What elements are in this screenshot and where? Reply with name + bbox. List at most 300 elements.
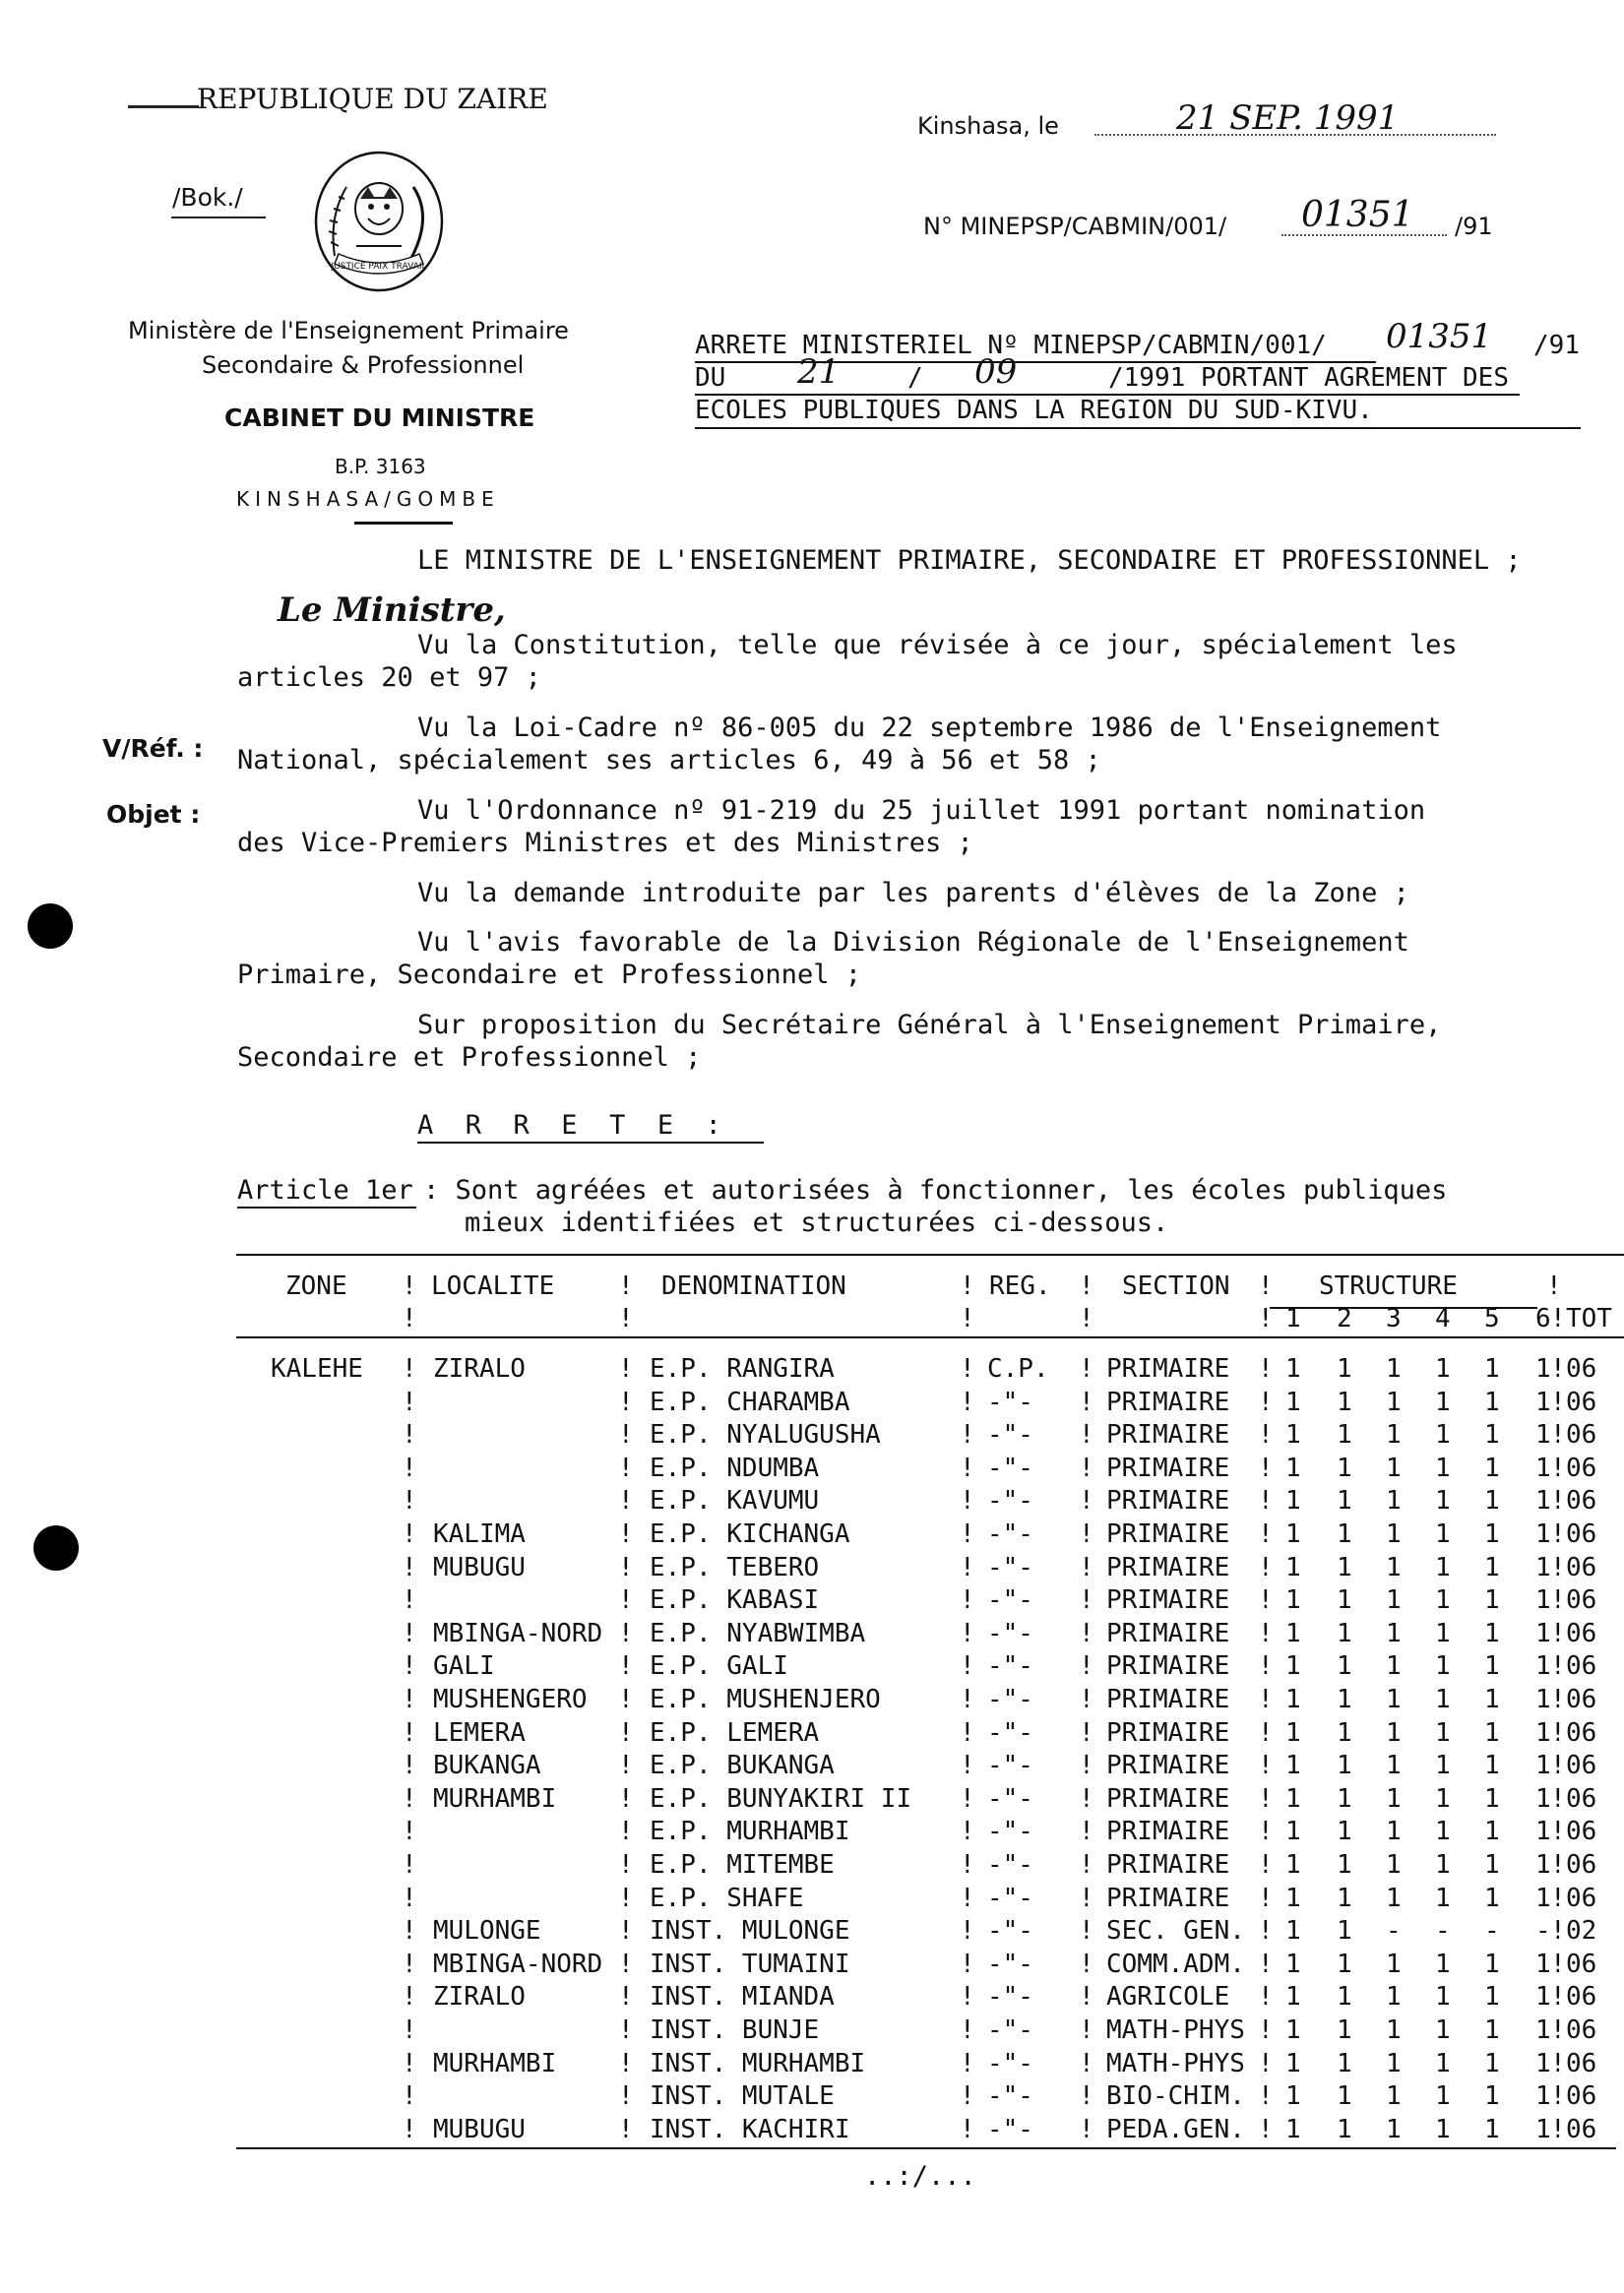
cell-total: 06 — [1566, 1619, 1597, 1648]
preamble-4-line1: Vu la demande introduite par les parents d'élèves de la Zone ; — [417, 878, 1409, 908]
column-separator: ! — [1079, 1388, 1094, 1417]
cell-total: 06 — [1566, 2049, 1597, 2078]
cell-structure: 1 — [1285, 1884, 1301, 1913]
preamble-3-line2: des Vice-Premiers Ministres et des Ministres ; — [237, 828, 973, 858]
republic-title: REPUBLIQUE DU ZAIRE — [197, 83, 548, 115]
cell-structure: 1 — [1285, 1751, 1301, 1780]
cell-reg: -"- — [987, 1553, 1033, 1582]
arrete-underline — [417, 1142, 764, 1144]
cell-structure: 1 — [1386, 1718, 1402, 1748]
column-separator: ! — [1258, 1718, 1274, 1748]
cell-denomination: E.P. LEMERA — [650, 1718, 820, 1748]
column-separator: ! — [618, 1950, 634, 1979]
column-separator: ! — [1079, 1982, 1094, 2012]
column-separator: ! — [618, 1982, 634, 2012]
cell-structure: 1 — [1435, 1718, 1451, 1748]
punch-hole — [28, 903, 73, 949]
objet-label: Objet : — [106, 800, 201, 829]
cell-localite: MBINGA-NORD — [433, 1619, 603, 1648]
cell-denomination: E.P. CHARAMBA — [650, 1388, 850, 1417]
cabinet-title: CABINET DU MINISTRE — [224, 403, 535, 432]
cell-denomination: INST. KACHIRI — [650, 2115, 850, 2144]
cell-structure: 1 — [1535, 1454, 1551, 1483]
column-separator: ! — [1079, 1486, 1094, 1516]
column-separator: ! — [1258, 1388, 1274, 1417]
cell-reg: -"- — [987, 1454, 1033, 1483]
column-separator: ! — [402, 1271, 417, 1301]
preamble-6-line2: Secondaire et Professionnel ; — [237, 1042, 702, 1073]
column-separator: ! — [1258, 1486, 1274, 1516]
column-separator: ! — [1079, 1850, 1094, 1880]
cell-structure: 1 — [1285, 1585, 1301, 1615]
column-separator: ! — [960, 1519, 975, 1549]
column-separator: ! — [1550, 1553, 1566, 1582]
cell-structure: 1 — [1435, 1685, 1451, 1714]
preamble-5-line2: Primaire, Secondaire et Professionnel ; — [237, 960, 861, 990]
cell-section: PRIMAIRE — [1106, 1817, 1230, 1846]
cell-structure: 1 — [1435, 1950, 1451, 1979]
emblem-motto: JUSTICE PAIX TRAVAIL — [331, 262, 427, 272]
cell-reg: -"- — [987, 1619, 1033, 1648]
column-separator: ! — [1258, 1271, 1274, 1301]
column-separator: ! — [1258, 1950, 1274, 1979]
cell-structure: 1 — [1285, 1685, 1301, 1714]
cell-section: PRIMAIRE — [1106, 1454, 1230, 1483]
cell-structure: 1 — [1435, 1884, 1451, 1913]
cell-reg: -"- — [987, 1486, 1033, 1516]
column-separator: ! — [960, 2015, 975, 2045]
cell-denomination: INST. MUTALE — [650, 2081, 835, 2111]
column-separator: ! — [1258, 1751, 1274, 1780]
column-separator: ! — [960, 1982, 975, 2012]
cell-structure: 1 — [1285, 1454, 1301, 1483]
cell-structure: 1 — [1285, 1718, 1301, 1748]
preamble-3-line1: Vu l'Ordonnance nº 91-219 du 25 juillet 1991 portant nomination — [417, 795, 1426, 826]
cell-localite: MUSHENGERO — [433, 1685, 588, 1714]
title-underline-3 — [695, 427, 1581, 429]
cell-structure: - — [1435, 1916, 1451, 1946]
cell-section: PRIMAIRE — [1106, 1388, 1230, 1417]
document-number-suffix: /91 — [1455, 213, 1493, 240]
column-separator: ! — [960, 1884, 975, 1913]
header-grade: 6 — [1535, 1304, 1551, 1333]
column-separator: ! — [402, 2115, 417, 2144]
cell-structure: 1 — [1285, 1420, 1301, 1450]
cell-section: PRIMAIRE — [1106, 1585, 1230, 1615]
cell-localite: ZIRALO — [433, 1982, 526, 2012]
cell-structure: 1 — [1484, 1982, 1500, 2012]
address-underline — [354, 522, 453, 525]
cell-structure: 1 — [1337, 1454, 1352, 1483]
cell-localite: LEMERA — [433, 1718, 526, 1748]
cell-localite: MURHAMBI — [433, 2049, 557, 2078]
column-separator: ! — [1258, 2015, 1274, 2045]
column-separator: ! — [960, 1950, 975, 1979]
cell-structure: 1 — [1535, 1519, 1551, 1549]
column-separator: ! — [960, 1619, 975, 1648]
cell-reg: -"- — [987, 1784, 1033, 1814]
cell-denomination: INST. BUNJE — [650, 2015, 820, 2045]
cell-structure: 1 — [1484, 1950, 1500, 1979]
city-address: KINSHASA/GOMBE — [236, 487, 500, 511]
column-separator: ! — [1550, 1718, 1566, 1748]
cell-structure: 1 — [1337, 1850, 1352, 1880]
cell-structure: 1 — [1386, 1420, 1402, 1450]
cell-structure: 1 — [1337, 1916, 1352, 1946]
column-separator: ! — [1550, 1950, 1566, 1979]
cell-section: PRIMAIRE — [1106, 1784, 1230, 1814]
cell-structure: 1 — [1535, 2015, 1551, 2045]
header-grade: 2 — [1337, 1304, 1352, 1333]
cell-reg: -"- — [987, 2049, 1033, 2078]
column-separator: ! — [1258, 1619, 1274, 1648]
cell-structure: 1 — [1386, 2015, 1402, 2045]
column-separator: ! — [1550, 2081, 1566, 2111]
cell-structure: 1 — [1337, 1354, 1352, 1384]
cell-structure: 1 — [1386, 1685, 1402, 1714]
column-separator: ! — [960, 1304, 975, 1333]
cell-section: BIO-CHIM. — [1106, 2081, 1245, 2111]
cell-structure: 1 — [1285, 1553, 1301, 1582]
column-separator: ! — [1079, 1420, 1094, 1450]
cell-section: AGRICOLE — [1106, 1982, 1230, 2012]
column-separator: ! — [618, 1454, 634, 1483]
column-separator: ! — [1550, 1619, 1566, 1648]
cell-structure: 1 — [1337, 1651, 1352, 1681]
column-separator: ! — [402, 1685, 417, 1714]
cell-structure: 1 — [1285, 2049, 1301, 2078]
cell-localite: ZIRALO — [433, 1354, 526, 1384]
column-separator: ! — [402, 1784, 417, 1814]
column-separator: ! — [402, 1651, 417, 1681]
cell-structure: 1 — [1337, 1388, 1352, 1417]
cell-denomination: INST. TUMAINI — [650, 1950, 850, 1979]
cell-structure: 1 — [1435, 1651, 1451, 1681]
cell-total: 06 — [1566, 1982, 1597, 2012]
title-handwritten-month: 09 — [974, 352, 1018, 392]
continuation-marker: ..:/... — [864, 2161, 976, 2192]
column-separator: ! — [960, 1685, 975, 1714]
cell-structure: 1 — [1435, 1454, 1451, 1483]
column-separator: ! — [960, 1916, 975, 1946]
cell-total: 06 — [1566, 1685, 1597, 1714]
cell-denomination: E.P. BUNYAKIRI II — [650, 1784, 912, 1814]
cell-structure: 1 — [1285, 2081, 1301, 2111]
cell-reg: -"- — [987, 1850, 1033, 1880]
cell-structure: 1 — [1386, 2115, 1402, 2144]
cell-structure: 1 — [1337, 1784, 1352, 1814]
column-separator: ! — [1550, 1454, 1566, 1483]
cell-structure: 1 — [1337, 1420, 1352, 1450]
cell-localite: MULONGE — [433, 1916, 541, 1946]
cell-localite: BUKANGA — [433, 1751, 541, 1780]
column-separator: ! — [402, 2081, 417, 2111]
cell-section: PRIMAIRE — [1106, 1519, 1230, 1549]
cell-structure: 1 — [1484, 1553, 1500, 1582]
cell-reg: -"- — [987, 1420, 1033, 1450]
column-separator: ! — [618, 1751, 634, 1780]
title-handwritten-day: 21 — [797, 352, 841, 392]
cell-total: 06 — [1566, 1486, 1597, 1516]
cell-structure: 1 — [1386, 1619, 1402, 1648]
column-separator: ! — [618, 1553, 634, 1582]
column-separator: ! — [402, 1585, 417, 1615]
cell-structure: 1 — [1484, 1486, 1500, 1516]
cell-denomination: E.P. NYALUGUSHA — [650, 1420, 881, 1450]
cell-structure: 1 — [1535, 2081, 1551, 2111]
column-separator: ! — [1258, 2081, 1274, 2111]
cell-structure: 1 — [1435, 1553, 1451, 1582]
document-number-label: N° MINEPSP/CABMIN/001/ — [923, 213, 1227, 240]
column-separator: ! — [1079, 1519, 1094, 1549]
cell-structure: 1 — [1337, 2049, 1352, 2078]
cell-structure: - — [1386, 1916, 1402, 1946]
minister-heading: LE MINISTRE DE L'ENSEIGNEMENT PRIMAIRE, SECONDAIRE ET PROFESSIONNEL ; — [417, 545, 1522, 576]
cell-total: 06 — [1566, 1519, 1597, 1549]
article-label-underline — [237, 1207, 416, 1208]
cell-structure: - — [1535, 1916, 1551, 1946]
cell-total: 02 — [1566, 1916, 1597, 1946]
cell-structure: 1 — [1435, 1817, 1451, 1846]
cell-structure: 1 — [1435, 1354, 1451, 1384]
column-separator: ! — [1550, 1784, 1566, 1814]
national-emblem-icon — [295, 148, 463, 295]
column-separator: ! — [1550, 1388, 1566, 1417]
postal-box: B.P. 3163 — [335, 455, 426, 478]
column-separator: ! — [1258, 1585, 1274, 1615]
preamble-2-line1: Vu la Loi-Cadre nº 86-005 du 22 septembre 1986 de l'Enseignement — [417, 713, 1442, 743]
column-separator: ! — [1079, 1454, 1094, 1483]
column-separator: ! — [960, 1850, 975, 1880]
cell-reg: -"- — [987, 1916, 1033, 1946]
column-separator: ! — [960, 1354, 975, 1384]
cell-structure: 1 — [1535, 1850, 1551, 1880]
cell-denomination: E.P. RANGIRA — [650, 1354, 835, 1384]
header-grade: 1 — [1285, 1304, 1301, 1333]
column-separator: ! — [618, 2015, 634, 2045]
cell-structure: 1 — [1386, 1486, 1402, 1516]
vref-label: V/Réf. : — [102, 734, 204, 763]
column-separator: ! — [618, 1304, 634, 1333]
cell-structure: 1 — [1386, 1884, 1402, 1913]
cell-structure: 1 — [1337, 1619, 1352, 1648]
column-separator: ! — [402, 1420, 417, 1450]
cell-structure: 1 — [1435, 1420, 1451, 1450]
column-separator: ! — [618, 1388, 634, 1417]
column-separator: ! — [618, 1884, 634, 1913]
header-grade: 5 — [1484, 1304, 1500, 1333]
cell-localite: GALI — [433, 1651, 495, 1681]
cell-total: 06 — [1566, 1553, 1597, 1582]
cell-section: PRIMAIRE — [1106, 1486, 1230, 1516]
table-bottom-rule — [236, 2147, 1616, 2149]
column-separator: ! — [402, 1982, 417, 2012]
cell-structure: 1 — [1535, 1718, 1551, 1748]
cell-total: 06 — [1566, 1751, 1597, 1780]
cell-structure: 1 — [1535, 2049, 1551, 2078]
cell-structure: 1 — [1535, 1354, 1551, 1384]
column-separator: ! — [1079, 1950, 1094, 1979]
column-separator: ! — [1550, 1850, 1566, 1880]
header-zone: ZONE — [285, 1271, 347, 1301]
cell-structure: 1 — [1435, 1486, 1451, 1516]
column-separator: ! — [618, 2049, 634, 2078]
column-separator: ! — [1550, 1982, 1566, 2012]
cell-zone: KALEHE — [271, 1354, 363, 1384]
cell-structure: 1 — [1484, 1585, 1500, 1615]
cell-reg: -"- — [987, 1651, 1033, 1681]
column-separator: ! — [1079, 1884, 1094, 1913]
cell-structure: 1 — [1386, 1553, 1402, 1582]
cell-total: 06 — [1566, 1651, 1597, 1681]
cell-total: 06 — [1566, 2015, 1597, 2045]
cell-localite: MUBUGU — [433, 2115, 526, 2144]
column-separator: ! — [618, 1685, 634, 1714]
cell-reg: -"- — [987, 1585, 1033, 1615]
cell-total: 06 — [1566, 2081, 1597, 2111]
cell-section: PRIMAIRE — [1106, 1884, 1230, 1913]
cell-structure: 1 — [1337, 1950, 1352, 1979]
column-separator: ! — [960, 1420, 975, 1450]
cell-structure: 1 — [1386, 1585, 1402, 1615]
column-separator: ! — [1079, 1817, 1094, 1846]
cell-structure: 1 — [1386, 1982, 1402, 2012]
column-separator: ! — [1079, 2115, 1094, 2144]
cell-section: COMM.ADM. — [1106, 1950, 1245, 1979]
column-separator: ! — [1550, 1817, 1566, 1846]
title-line2-prefix: DU — [695, 363, 726, 393]
cell-total: 06 — [1566, 1850, 1597, 1880]
cell-structure: 1 — [1386, 1850, 1402, 1880]
column-separator: ! — [618, 1619, 634, 1648]
column-separator: ! — [960, 1271, 975, 1301]
column-separator: ! — [1258, 1916, 1274, 1946]
article-text-line1: : Sont agréées et autorisées à fonctionner, les écoles publiques — [423, 1175, 1448, 1206]
cell-section: PRIMAIRE — [1106, 1619, 1230, 1648]
column-separator: ! — [402, 1486, 417, 1516]
cell-reg: -"- — [987, 1950, 1033, 1979]
cell-section: PRIMAIRE — [1106, 1685, 1230, 1714]
column-separator: ! — [1258, 2049, 1274, 2078]
cell-structure: 1 — [1285, 1519, 1301, 1549]
cell-structure: 1 — [1337, 1751, 1352, 1780]
cell-structure: 1 — [1484, 1420, 1500, 1450]
column-separator: ! — [1550, 1884, 1566, 1913]
column-separator: ! — [1258, 1982, 1274, 2012]
cell-section: PRIMAIRE — [1106, 1751, 1230, 1780]
cell-denomination: E.P. TEBERO — [650, 1553, 820, 1582]
preamble-2-line2: National, spécialement ses articles 6, 49 à 56 et 58 ; — [237, 745, 1101, 775]
column-separator: ! — [402, 1950, 417, 1979]
cell-structure: 1 — [1435, 2015, 1451, 2045]
column-separator: ! — [402, 1884, 417, 1913]
column-separator: ! — [1550, 1651, 1566, 1681]
cell-structure: 1 — [1484, 1784, 1500, 1814]
cell-denomination: E.P. BUKANGA — [650, 1751, 835, 1780]
column-separator: ! — [960, 2081, 975, 2111]
cell-structure: - — [1484, 1916, 1500, 1946]
preamble-1-line2: articles 20 et 97 ; — [237, 662, 541, 693]
cell-reg: -"- — [987, 1718, 1033, 1748]
cell-reg: -"- — [987, 2015, 1033, 2045]
cell-denomination: E.P. GALI — [650, 1651, 788, 1681]
cell-total: 06 — [1566, 1817, 1597, 1846]
cell-structure: 1 — [1484, 1685, 1500, 1714]
column-separator: ! — [1079, 1553, 1094, 1582]
cell-denomination: INST. MURHAMBI — [650, 2049, 866, 2078]
cell-section: PEDA.GEN. — [1106, 2115, 1245, 2144]
column-separator: ! — [618, 1651, 634, 1681]
cell-reg: -"- — [987, 2081, 1033, 2111]
cell-structure: 1 — [1535, 1553, 1551, 1582]
cell-structure: 1 — [1484, 1651, 1500, 1681]
cell-structure: 1 — [1484, 1718, 1500, 1748]
cell-localite: MURHAMBI — [433, 1784, 557, 1814]
cell-reg: -"- — [987, 1519, 1033, 1549]
header-grade: 4 — [1435, 1304, 1451, 1333]
cell-structure: 1 — [1484, 1751, 1500, 1780]
cell-structure: 1 — [1435, 2081, 1451, 2111]
column-separator: ! — [1550, 1519, 1566, 1549]
cell-denomination: E.P. MITEMBE — [650, 1850, 835, 1880]
cell-reg: -"- — [987, 2115, 1033, 2144]
cell-total: 06 — [1566, 1585, 1597, 1615]
cell-total: 06 — [1566, 1388, 1597, 1417]
cell-denomination: E.P. KICHANGA — [650, 1519, 850, 1549]
cell-total: 06 — [1566, 1950, 1597, 1979]
column-separator: ! — [1258, 1454, 1274, 1483]
cell-reg: -"- — [987, 1685, 1033, 1714]
cell-structure: 1 — [1435, 1850, 1451, 1880]
header-total: TOT — [1566, 1304, 1612, 1333]
column-separator: ! — [1079, 2081, 1094, 2111]
header-structure: STRUCTURE — [1319, 1271, 1458, 1301]
cell-reg: -"- — [987, 1982, 1033, 2012]
cell-structure: 1 — [1435, 1519, 1451, 1549]
column-separator: ! — [618, 2115, 634, 2144]
column-separator: ! — [1550, 1685, 1566, 1714]
title-date-separator: / — [907, 363, 923, 393]
cell-structure: 1 — [1285, 1388, 1301, 1417]
cell-structure: 1 — [1337, 1553, 1352, 1582]
column-separator: ! — [1550, 2049, 1566, 2078]
cell-structure: 1 — [1337, 1486, 1352, 1516]
column-separator: ! — [402, 1718, 417, 1748]
cell-structure: 1 — [1484, 2049, 1500, 2078]
cell-structure: 1 — [1484, 2015, 1500, 2045]
cell-structure: 1 — [1435, 1388, 1451, 1417]
column-separator: ! — [1258, 1519, 1274, 1549]
column-separator: ! — [1550, 1585, 1566, 1615]
cell-structure: 1 — [1386, 1950, 1402, 1979]
cell-structure: 1 — [1484, 2081, 1500, 2111]
column-separator: ! — [1550, 1420, 1566, 1450]
cell-structure: 1 — [1285, 2015, 1301, 2045]
cell-structure: 1 — [1535, 1751, 1551, 1780]
column-separator: ! — [1258, 1884, 1274, 1913]
column-separator: ! — [402, 1388, 417, 1417]
column-separator: ! — [618, 1585, 634, 1615]
title-line2-suffix: /1991 PORTANT AGREMENT DES — [1108, 363, 1509, 393]
cell-structure: 1 — [1337, 1884, 1352, 1913]
cell-structure: 1 — [1484, 2115, 1500, 2144]
minister-stamp: Le Ministre, — [278, 590, 506, 630]
cell-section: MATH-PHYS — [1106, 2015, 1245, 2045]
column-separator: ! — [1546, 1271, 1562, 1301]
scribble-mark — [128, 95, 199, 108]
preamble-5-line1: Vu l'avis favorable de la Division Régionale de l'Enseignement — [417, 927, 1409, 958]
cell-structure: 1 — [1337, 1519, 1352, 1549]
